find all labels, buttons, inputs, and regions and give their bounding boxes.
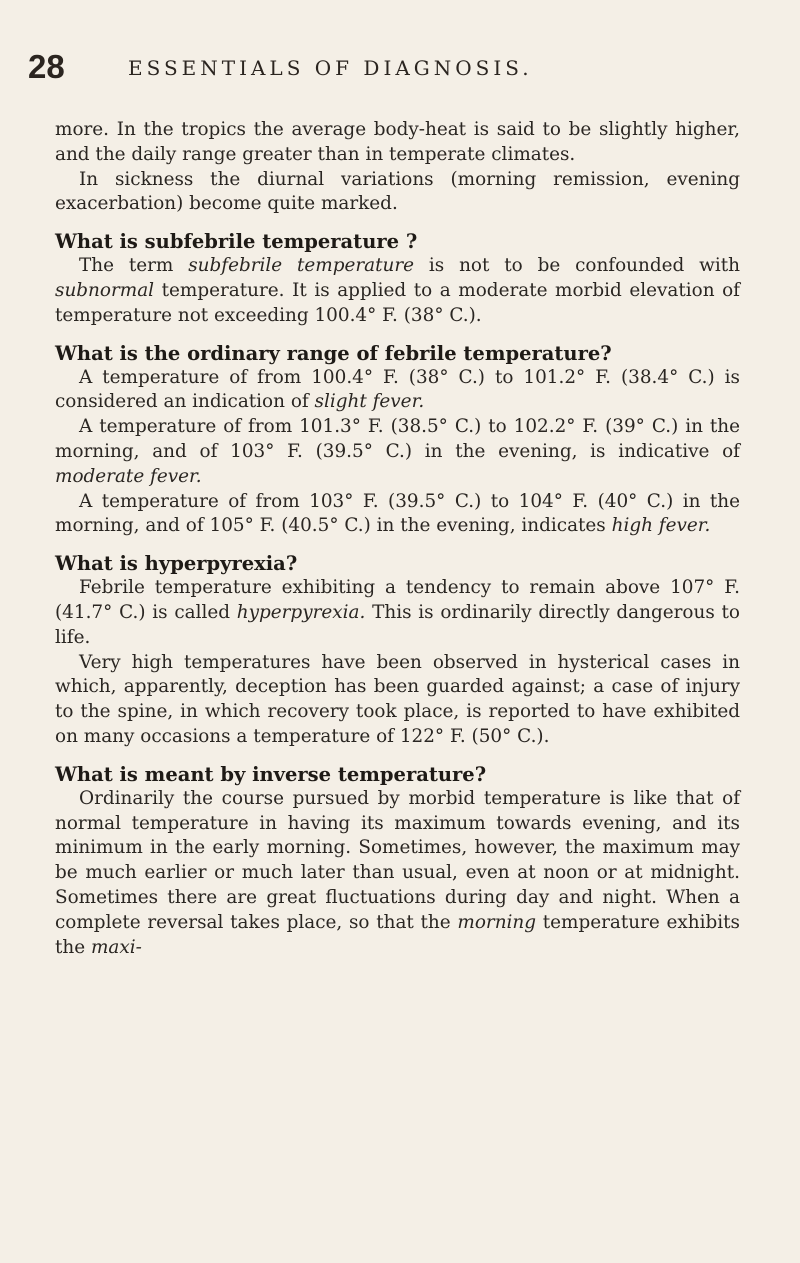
page-number: 28 <box>28 48 65 85</box>
body-text <box>55 118 740 960</box>
answer-high-fever-text: A temperature of from 103° F. (39.5° C.) to 104° F. (40° C.) in the morning, and of 105° F. (40.5° C.) in the evening, indicates <box>55 490 740 537</box>
answer-subfebrile-part-e: temperature. It is applied to a moderate morbid elevation of temperature not exceeding 100.4° F. (38° C.). <box>55 279 740 326</box>
term-high-fever: high fever. <box>611 515 711 537</box>
page-header <box>28 48 758 88</box>
term-slight-fever: slight fever. <box>314 391 425 413</box>
answer-moderate-fever-text: A temperature of from 101.3° F. (38.5° C.) to 102.2° F. (39° C.) in the morning, and of 103° F. (39.5° C.) in the evening, is indicative of <box>55 416 740 462</box>
answer-inverse-temperature <box>55 787 740 961</box>
answer-high-fever <box>55 490 740 540</box>
paragraph-diurnal-variations: In sickness the diurnal variations (morning remission, evening exacerbation) become quite marked. <box>55 168 740 215</box>
paragraph-very-high-temperatures: Very high temperatures have been observed in hysterical cases in which, apparently, deception has been guarded against; a case of injury to the spine, in which recovery took place, is reported to have exhibited on many occasions a temperature of 122° F. (50° C.). <box>55 651 740 747</box>
question-hyperpyrexia: What is hyperpyrexia? <box>55 552 298 576</box>
question-inverse-temperature: What is meant by inverse temperature? <box>55 762 487 786</box>
answer-subfebrile <box>55 254 740 328</box>
question-subfebrile: What is subfebrile temperature ? <box>55 230 418 254</box>
answer-moderate-fever <box>55 415 740 489</box>
term-subnormal: subnormal <box>55 279 155 301</box>
running-head: ESSENTIALS OF DIAGNOSIS. <box>128 56 533 80</box>
answer-hyperpyrexia-part-a: Febrile temperature exhibiting a tendency to remain above 107° F. (41.7° C.) is called <box>55 577 740 623</box>
paragraph-continuation: more. In the tropics the average body-heat is said to be slightly higher, and the daily range greater than in temperate climates. <box>55 119 740 165</box>
term-hyperpyrexia: hyperpyrexia. <box>236 601 366 623</box>
term-morning: morning <box>457 911 537 933</box>
answer-subfebrile-part-a: The term <box>79 255 189 277</box>
answer-subfebrile-part-c: is not to be confounded with <box>414 255 740 277</box>
question-febrile-range: What is the ordinary range of febrile temperature? <box>55 341 612 365</box>
answer-hyperpyrexia <box>55 576 740 650</box>
answer-slight-fever-text: A temperature of from 100.4° F. (38° C.) to 101.2° F. (38.4° C.) is considered an indication of <box>55 366 740 413</box>
term-moderate-fever: moderate fever. <box>55 465 202 487</box>
answer-inverse-part-b: temperature exhibits the <box>55 911 740 958</box>
answer-inverse-part-a: Ordinarily the course pursued by morbid temperature is like that of normal temperature in having its maximum towards evening, and its minimum in the early morning. Sometimes, however, the maximum may be much earlier or much later than usual, even at noon or at midnight. Sometimes there are great fluctuations during day and night. When a complete reversal takes place, so that the <box>55 787 740 933</box>
term-subfebrile-temperature: subfebrile temperature <box>188 255 415 277</box>
term-maxi: maxi- <box>90 936 142 958</box>
answer-hyperpyrexia-part-c: This is ordinarily directly dangerous to life. <box>55 601 740 648</box>
answer-slight-fever <box>55 366 740 416</box>
